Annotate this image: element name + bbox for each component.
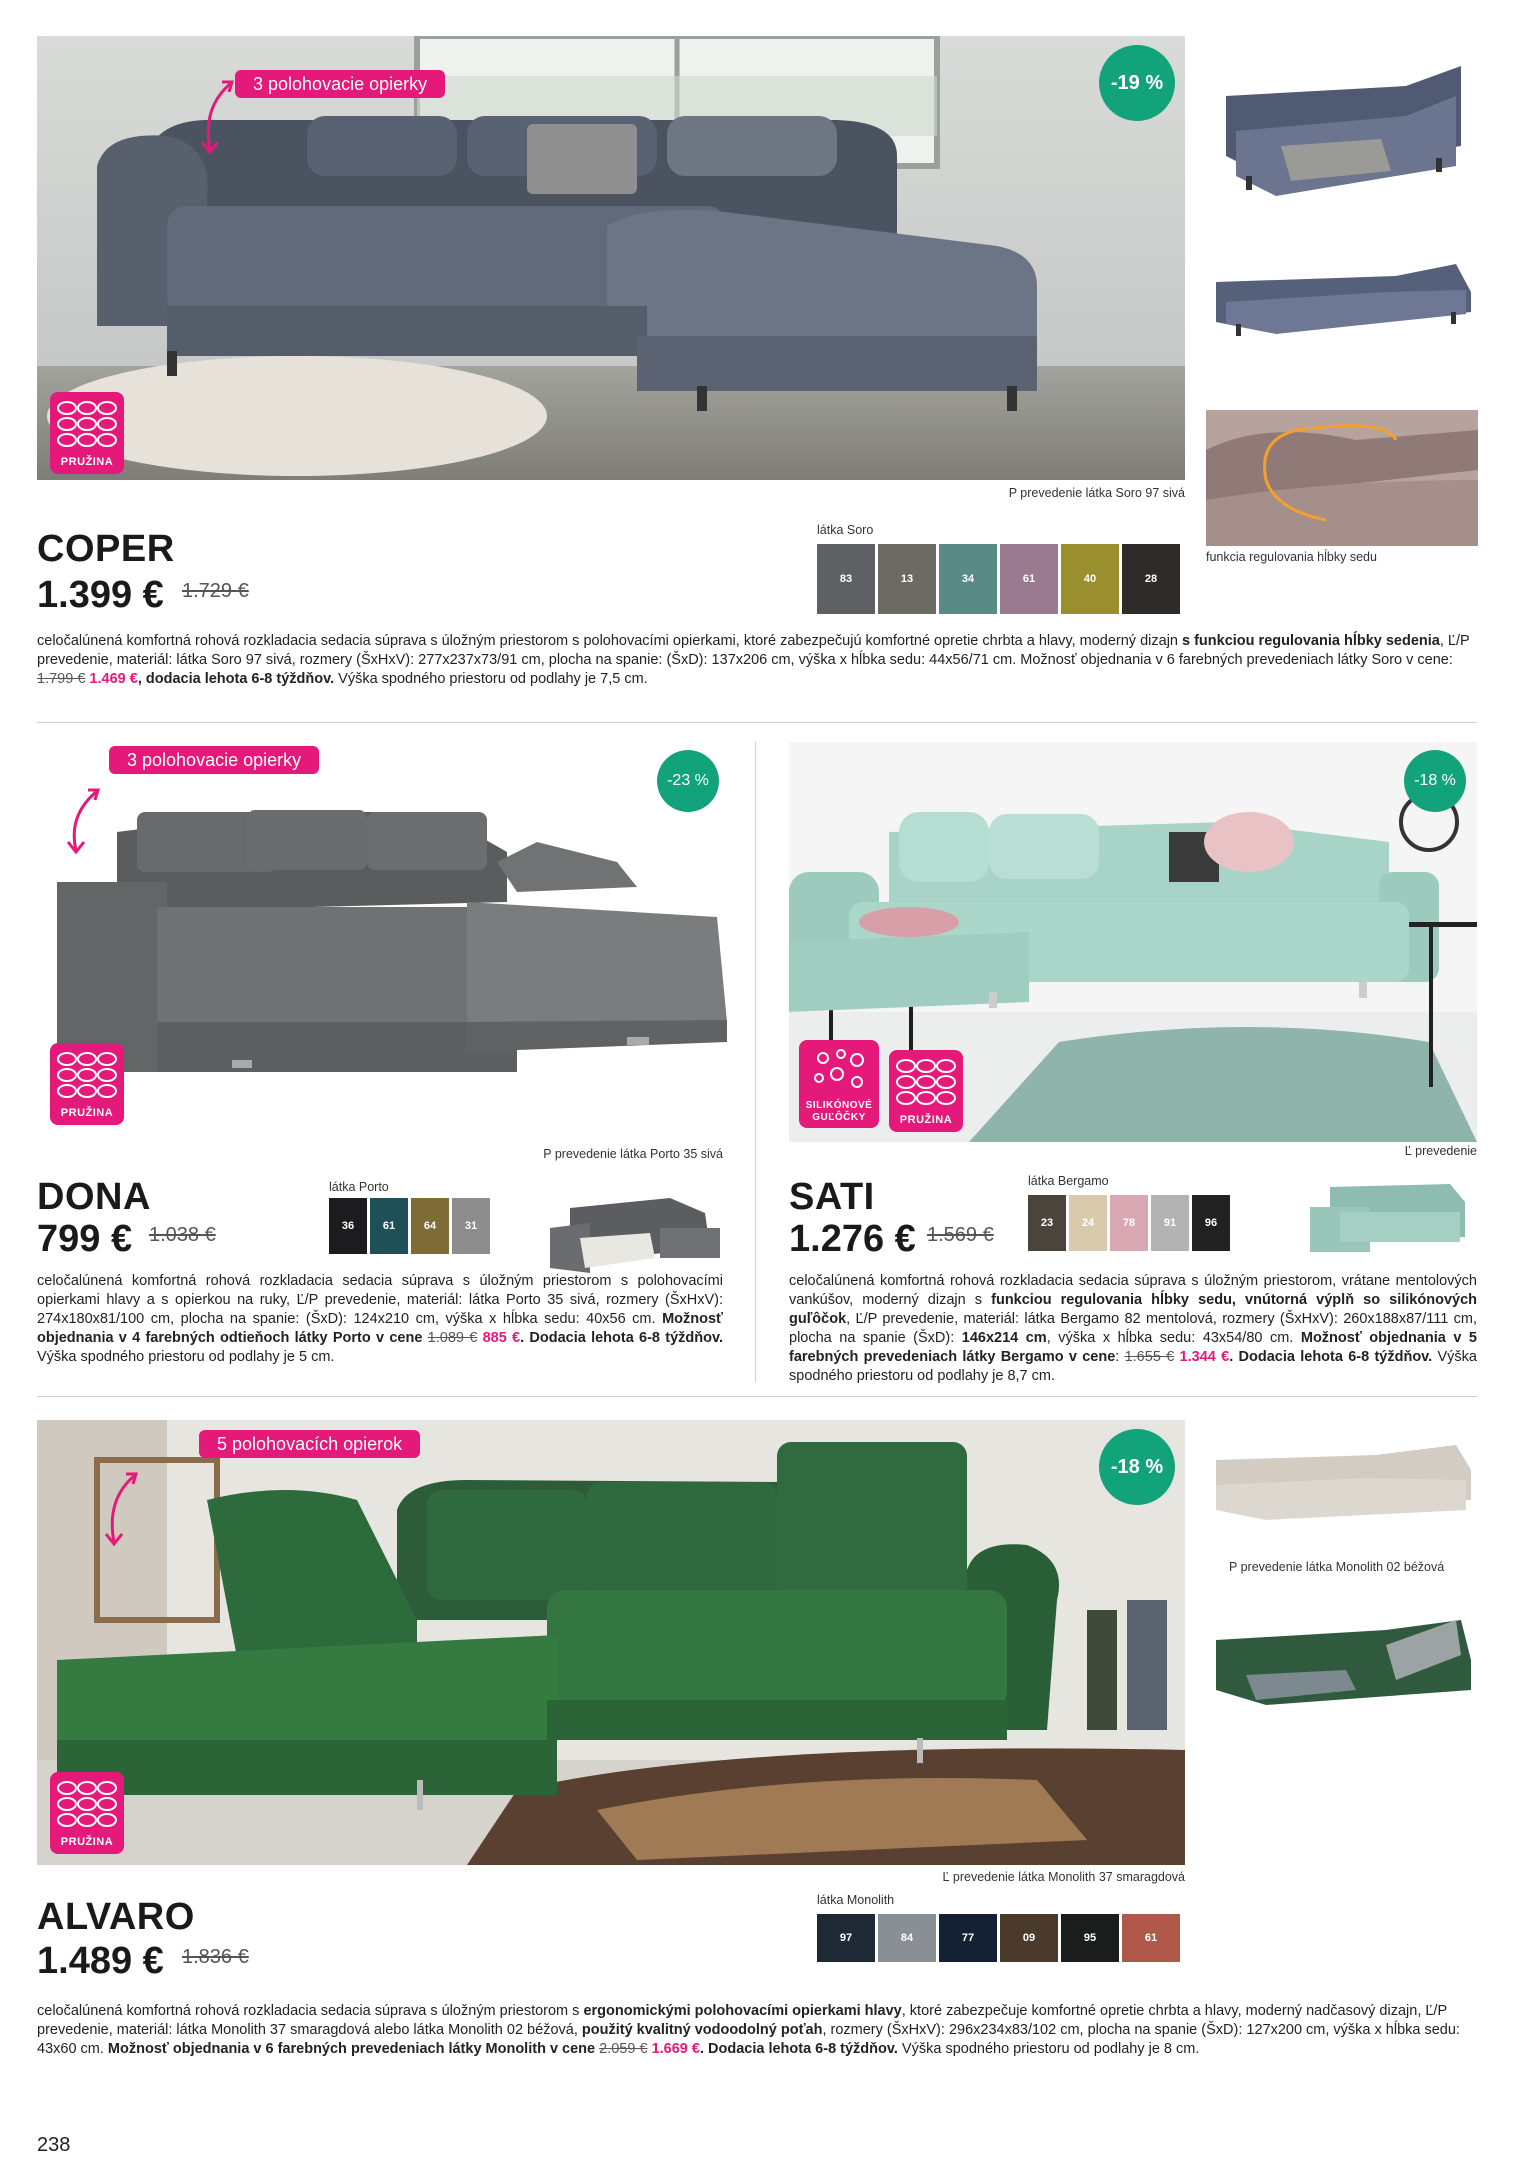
alvaro-price: 1.489 €	[37, 1940, 164, 1982]
page-number: 238	[37, 2134, 71, 2156]
fabric-swatch: 61	[1122, 1914, 1180, 1962]
divider	[37, 722, 1477, 723]
column-divider	[755, 742, 756, 1382]
dona-feature-pill: 3 polohovacie opierky	[109, 746, 319, 774]
alvaro-side-caption: P prevedenie látka Monolith 02 béžová	[1229, 1560, 1445, 1574]
alvaro-photo-caption: Ľ prevedenie látka Monolith 37 smaragdová	[942, 1870, 1185, 1884]
dona-photo-caption: P prevedenie látka Porto 35 sivá	[543, 1147, 723, 1161]
dona-description: celočalúnená komfortná rohová rozkladacia sedacia súprava s úložným priestorom s polohovacími opierkami hlavy a s opierkou na ruky, Ľ/P prevedenie, materiál: látka Porto 35 sivá, rozmery (ŠxHxV): 274x180x81/100 cm, plocha na spanie: (ŠxD): 124x210 cm, výška x hĺbka sedu: 40x56 cm. Možnosť objednania v 4 farebných odtieňoch látky Porto v cene 1.089 € 885 €. Dodacia lehota 6-8 týždňov. Výška spodného priestoru od podlahy je 5 cm.	[37, 1273, 723, 1365]
fabric-swatch: 40	[1061, 544, 1119, 614]
fabric-swatch: 34	[939, 544, 997, 614]
dona-discount-badge: -23 %	[657, 750, 719, 812]
dona-fabric-label: látka Porto	[329, 1180, 389, 1194]
dona-thumb	[540, 1188, 730, 1278]
silicone-balls-icon	[809, 1046, 869, 1096]
fabric-swatch: 24	[1069, 1195, 1107, 1251]
alvaro-main-photo	[37, 1420, 1185, 1865]
fabric-swatch: 61	[1000, 544, 1058, 614]
dona-title: DONA	[37, 1176, 151, 1218]
sati-description: celočalúnená komfortná rohová rozkladacia sedacia súprava s úložným priestorom, vrátane mentolových vankúšov, moderný dizajn s funkciou regulovania hĺbky sedu, vnútorná výplň so silikónových guľôčok, Ľ/P prevedenie, materiál: látka Bergamo 82 mentolová, rozmery (ŠxHxV): 260x188x87/111 cm, plocha na spanie (ŠxD): 146x214 cm, výška x hĺbka sedu: 43x54/80 cm. Možnosť objednania v 5 farebných prevedeniach látky Bergamo v cene: 1.655 € 1.344 €. Dodacia lehota 6-8 týždňov. Výška spodného priestoru od podlahy je 8,7 cm.	[789, 1273, 1478, 1384]
fabric-swatch: 64	[411, 1198, 449, 1254]
coper-thumb-1	[1206, 36, 1478, 244]
dona-swatches	[329, 1198, 490, 1254]
fabric-swatch: 31	[452, 1198, 490, 1254]
fabric-swatch: 61	[370, 1198, 408, 1254]
dona-price: 799 €	[37, 1218, 133, 1260]
dona-old-price: 1.038 €	[149, 1224, 216, 1246]
coper-fabric-label: látka Soro	[817, 523, 874, 537]
spring-icon	[57, 1780, 117, 1828]
spring-icon	[57, 1051, 117, 1099]
sati-silicone-badge: SILIKÓNOVÉ GUĽÔČKY	[799, 1040, 879, 1128]
coper-spring-badge: PRUŽINA	[50, 392, 124, 474]
alvaro-feature-pill: 5 polohovacích opierok	[199, 1430, 420, 1458]
alvaro-title: ALVARO	[37, 1896, 195, 1938]
fabric-swatch: 83	[817, 544, 875, 614]
alvaro-fabric-label: látka Monolith	[817, 1893, 895, 1907]
fabric-swatch: 28	[1122, 544, 1180, 614]
curved-arrow-icon	[62, 786, 102, 856]
sati-thumb	[1300, 1172, 1478, 1264]
fabric-swatch: 23	[1028, 1195, 1066, 1251]
sati-old-price: 1.569 €	[927, 1224, 994, 1246]
coper-discount-badge: -19 %	[1099, 45, 1175, 121]
coper-feature-pill: 3 polohovacie opierky	[235, 70, 445, 98]
dona-main-photo	[37, 742, 727, 1142]
alvaro-spring-badge: PRUŽINA	[50, 1772, 124, 1854]
fabric-swatch: 96	[1192, 1195, 1230, 1251]
sati-spring-badge: PRUŽINA	[889, 1050, 963, 1132]
fabric-swatch: 84	[878, 1914, 936, 1962]
sati-swatches	[1028, 1195, 1230, 1251]
sati-discount-badge: -18 %	[1404, 750, 1466, 812]
coper-thumb-3	[1206, 410, 1478, 546]
sati-title: SATI	[789, 1176, 875, 1218]
coper-title: COPER	[37, 528, 175, 570]
divider	[37, 1396, 1477, 1397]
fabric-swatch: 09	[1000, 1914, 1058, 1962]
fabric-swatch: 77	[939, 1914, 997, 1962]
coper-old-price: 1.729 €	[182, 580, 249, 602]
alvaro-thumb-1	[1206, 1440, 1478, 1540]
spring-icon	[896, 1058, 956, 1106]
fabric-swatch: 97	[817, 1914, 875, 1962]
sati-photo-caption: Ľ prevedenie	[1404, 1144, 1477, 1158]
coper-thumb-2	[1206, 252, 1478, 352]
coper-photo-caption: P prevedenie látka Soro 97 sivá	[1008, 486, 1185, 500]
sati-price: 1.276 €	[789, 1218, 916, 1260]
coper-description: celočalúnená komfortná rohová rozkladacia sedacia súprava s úložným priestorom s polohovacími opierkami, ktoré zabezpečujú komfortné opretie chrbta a hlavy, moderný dizajn s funkciou regulovania hĺbky sedenia, Ľ/P prevedenie, materiál: látka Soro 97 sivá, rozmery (ŠxHxV): 277x237x73/91 cm, plocha na spanie: (ŠxD): 137x206 cm, výška x hĺbka sedu: 44x56/71 cm. Možnosť objednania v 6 farebných prevedeniach látky Soro v cene: 1.799 € 1.469 €, dodacia lehota 6-8 týždňov. Výška spodného priestoru od podlahy je 7,5 cm.	[37, 633, 1470, 687]
fabric-swatch: 13	[878, 544, 936, 614]
fabric-swatch: 95	[1061, 1914, 1119, 1962]
fabric-swatch: 78	[1110, 1195, 1148, 1251]
coper-price: 1.399 €	[37, 574, 164, 616]
alvaro-description: celočalúnená komfortná rohová rozkladacia sedacia súprava s úložným priestorom s ergonomickými polohovacími opierkami hlavy, ktoré zabezpečuje komfortné opretie chrbta a hlavy, moderný nadčasový dizajn, Ľ/P prevedenie, materiál: látka Monolith 37 smaragdová alebo látka Monolith 02 béžová, použitý kvalitný vodoodolný poťah, rozmery (ŠxHxV): 296x234x83/102 cm, plocha na spanie (ŠxD): 127x200 cm, výška x hĺbka sedu: 43x60 cm. Možnosť objednania v 6 farebných prevedeniach látky Monolith v cene 2.059 € 1.669 €. Dodacia lehota 6-8 týždňov. Výška spodného priestoru od podlahy je 8 cm.	[37, 2003, 1460, 2057]
coper-side-caption: funkcia regulovania hĺbky sedu	[1206, 550, 1377, 564]
alvaro-discount-badge: -18 %	[1099, 1429, 1175, 1505]
dona-spring-badge: PRUŽINA	[50, 1043, 124, 1125]
sati-fabric-label: látka Bergamo	[1028, 1174, 1109, 1188]
curved-arrow-icon	[100, 1470, 140, 1550]
curved-arrow-icon	[196, 78, 236, 158]
alvaro-old-price: 1.836 €	[182, 1946, 249, 1968]
alvaro-thumb-2	[1206, 1600, 1478, 1730]
fabric-swatch: 36	[329, 1198, 367, 1254]
alvaro-swatches	[817, 1914, 1180, 1962]
fabric-swatch: 91	[1151, 1195, 1189, 1251]
coper-swatches	[817, 544, 1180, 614]
spring-icon	[57, 400, 117, 448]
